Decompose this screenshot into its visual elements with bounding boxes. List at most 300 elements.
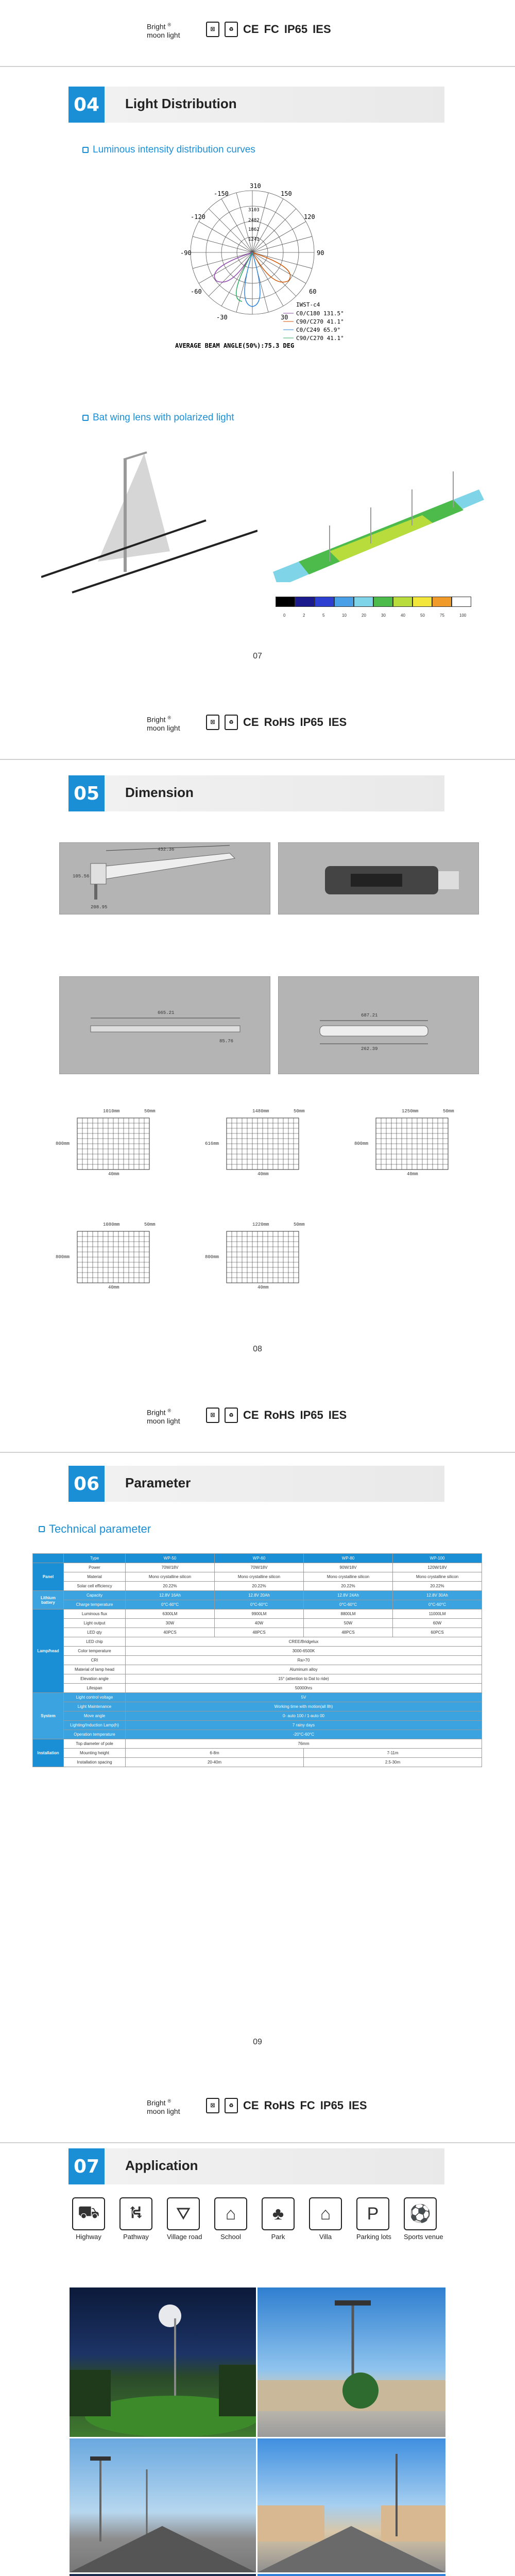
scale-swatch	[315, 597, 334, 607]
dimension-drawing-bottom	[278, 842, 479, 914]
cert-fc: FC	[264, 23, 279, 36]
application-label: Park	[271, 2233, 285, 2241]
sports-venue-icon: ⚽	[404, 2197, 437, 2230]
scale-label: 75	[440, 613, 444, 618]
photo-road-coast	[258, 2574, 445, 2576]
polar-spoke	[221, 199, 252, 252]
application-label: Pathway	[123, 2233, 149, 2241]
table-row	[33, 1656, 482, 1665]
cert-ce: CE	[243, 1409, 259, 1421]
application-item	[404, 2197, 443, 2241]
section-title-07	[68, 2148, 444, 2184]
table-cell: 70W/18V	[215, 1563, 304, 1572]
ring-label: 1241	[248, 237, 260, 242]
table-label-cell: Top diameter of pole	[64, 1739, 126, 1749]
ring-label: 2482	[248, 218, 260, 223]
section-title-06	[68, 1466, 444, 1502]
cert-ies: IES	[349, 2099, 367, 2112]
brand-logo: Bright ® moon light	[147, 1408, 180, 1425]
cert-icon: ☒	[206, 22, 219, 37]
table-header-cell: WP-50	[126, 1554, 215, 1563]
box-dimension-label: 40mm	[108, 1285, 119, 1290]
section-number: 04	[68, 87, 105, 123]
polar-angle-label: 90	[317, 249, 324, 257]
table-cell: 20.22%	[215, 1582, 304, 1591]
table-cell: 9900LM	[215, 1609, 304, 1619]
packing-grid	[67, 1108, 160, 1180]
table-cell: 12.8V 20Ah	[215, 1591, 304, 1600]
polar-angle-label: -120	[191, 213, 205, 221]
table-header-cell: WP-100	[393, 1554, 482, 1563]
box-dimension-label: 40mm	[258, 1285, 269, 1290]
divider	[0, 1452, 515, 1453]
polar-spoke	[252, 236, 312, 252]
box-dimension-label: 1480mm	[252, 1109, 269, 1114]
park-icon: ♣	[262, 2197, 295, 2230]
table-row	[33, 1730, 482, 1739]
scale-label: 30	[381, 613, 386, 618]
table-row	[33, 1693, 482, 1702]
table-cell: 20-40m	[126, 1758, 304, 1767]
polar-spoke	[252, 222, 306, 252]
table-cell: 70W/18V	[126, 1563, 215, 1572]
application-label: Highway	[76, 2233, 101, 2241]
divider	[0, 2142, 515, 2143]
table-label-cell: Mounting height	[64, 1749, 126, 1758]
subtitle-text: Bat wing lens with polarized light	[93, 412, 234, 423]
light-cone-illustration	[41, 443, 258, 598]
cert-rohs: RoHS	[264, 716, 295, 728]
table-label-cell: Elevation angle	[64, 1674, 126, 1684]
dimension-drawing-side	[59, 842, 270, 914]
recycle-icon: ♻	[225, 1408, 238, 1423]
table-cell: Aluminum alloy	[126, 1665, 482, 1674]
scale-label: 0	[283, 613, 286, 618]
application-item	[167, 2197, 200, 2241]
table-cell: 12.8V 24Ah	[304, 1591, 393, 1600]
table-cell: 0°C-60°C	[215, 1600, 304, 1609]
photo-park-night	[70, 2287, 256, 2437]
table-row	[33, 1628, 482, 1637]
scale-swatch	[373, 597, 393, 607]
lamp-code: IWST-c4	[296, 301, 320, 308]
scale-swatch	[276, 597, 295, 607]
table-label-cell: Installation spacing	[64, 1758, 126, 1767]
table-label-cell: Material	[64, 1572, 126, 1582]
cert-icon: ☒	[206, 715, 219, 730]
box-dimension-label: 50mm	[294, 1222, 305, 1227]
parking-icon: P	[356, 2197, 389, 2230]
table-label-cell: Material of lamp head	[64, 1665, 126, 1674]
polar-angle-label: 30	[281, 314, 288, 321]
table-cell: 48PCS	[304, 1628, 393, 1637]
table-label-cell: Move angle	[64, 1711, 126, 1721]
technical-parameter-table	[32, 1553, 482, 1767]
polar-spoke	[199, 222, 252, 252]
table-cell: 20.22%	[393, 1582, 482, 1591]
cert-row	[206, 715, 347, 730]
polar-spoke	[252, 252, 306, 283]
divider	[0, 66, 515, 67]
table-cell: 120W/18V	[393, 1563, 482, 1572]
scale-label: 100	[459, 613, 467, 618]
recycle-icon: ♻	[225, 715, 238, 730]
highway-icon: ⛟	[72, 2197, 105, 2230]
bullet-icon	[82, 147, 89, 153]
table-cell: 0°C-60°C	[126, 1600, 215, 1609]
polar-spoke	[209, 252, 252, 296]
table-label-cell: Lighting/Induction Lamp(h)	[64, 1721, 126, 1730]
table-label-cell: CRI	[64, 1656, 126, 1665]
cert-row	[206, 22, 331, 37]
table-cell: Mono crystalline silicon	[393, 1572, 482, 1582]
cert-ce: CE	[243, 23, 259, 36]
application-item	[356, 2197, 389, 2241]
table-label-cell: Light control voltage	[64, 1693, 126, 1702]
polar-spoke	[252, 252, 296, 296]
photo-road-day	[70, 2438, 256, 2572]
table-category-cell: Panel	[33, 1563, 64, 1591]
square-day-scene	[258, 2287, 445, 2437]
brand-logo: Bright ® moon light	[147, 715, 180, 732]
scale-label: 20	[362, 613, 366, 618]
application-label: Sports venue	[404, 2233, 443, 2241]
table-cell: 90W/18V	[304, 1563, 393, 1572]
cert-rohs: RoHS	[264, 1409, 295, 1421]
section-heading: Dimension	[125, 785, 194, 800]
table-label-cell: Operation temperature	[64, 1730, 126, 1739]
table-cell: 6-8m	[126, 1749, 304, 1758]
subtitle-batwing	[82, 412, 234, 423]
table-label-cell: Light Maintenance	[64, 1702, 126, 1711]
cert-ies: IES	[328, 716, 347, 728]
photo-street-town	[258, 2438, 445, 2572]
photo-road-dusk	[70, 2574, 256, 2576]
table-cell: 30W	[126, 1619, 215, 1628]
box-dimension-label: 616mm	[205, 1141, 219, 1146]
villa-icon: ⌂	[309, 2197, 342, 2230]
table-row	[33, 1609, 482, 1619]
polar-angle-label: -30	[216, 314, 228, 321]
table-label-cell: LED chip	[64, 1637, 126, 1647]
polar-angle-label: 150	[281, 190, 292, 197]
table-label-cell: Power	[64, 1563, 126, 1572]
section-number: 07	[68, 2148, 105, 2184]
scale-swatch	[295, 597, 315, 607]
pathway-icon: ⛕	[119, 2197, 152, 2230]
table-label-cell: LED qty	[64, 1628, 126, 1637]
table-row	[33, 1739, 482, 1749]
application-item	[309, 2197, 342, 2241]
scale-swatch	[334, 597, 354, 607]
cert-rohs: RoHS	[264, 2099, 295, 2112]
application-label: Village road	[167, 2233, 202, 2241]
table-cell: 2.5-30m	[304, 1758, 482, 1767]
table-label-cell: Solar cell efficiency	[64, 1582, 126, 1591]
table-row	[33, 1721, 482, 1730]
box-dimension-label: 800mm	[56, 1141, 70, 1146]
lamp-bottom-sketch	[279, 843, 479, 915]
table-cell: Mono crystalline silicon	[215, 1572, 304, 1582]
table-row	[33, 1684, 482, 1693]
application-label: School	[220, 2233, 241, 2241]
box-dimension-label: 40mm	[407, 1172, 418, 1177]
application-item	[262, 2197, 295, 2241]
subtitle-technical	[39, 1522, 151, 1536]
ring-label: 3103	[248, 208, 260, 213]
section-heading: Light Distribution	[125, 96, 237, 111]
dimension-label: 262.39	[361, 1046, 378, 1052]
dimension-label: 665.21	[158, 1010, 175, 1015]
table-cell: 40PCS	[126, 1628, 215, 1637]
scale-label: 50	[420, 613, 425, 618]
packing-grid	[366, 1108, 458, 1180]
road-dusk-scene	[70, 2574, 256, 2576]
table-cell: Mono crystalline silicon	[304, 1572, 393, 1582]
box-dimension-label: 50mm	[294, 1109, 305, 1114]
table-row	[33, 1749, 482, 1758]
dimension-label: 208.95	[91, 905, 108, 910]
polar-angle-label: 60	[309, 288, 317, 295]
road-day-scene	[70, 2438, 256, 2572]
cert-ce: CE	[243, 2099, 259, 2112]
street-town-scene	[258, 2438, 445, 2572]
packing-box-diagram	[56, 1108, 160, 1180]
box-dimension-label: 50mm	[144, 1222, 156, 1227]
box-dimension-label: 1010mm	[103, 1109, 120, 1114]
table-label-cell: Color temperature	[64, 1647, 126, 1656]
application-label: Villa	[319, 2233, 332, 2241]
table-row	[33, 1758, 482, 1767]
legend-entry: C0/C249 65.9°	[296, 327, 341, 333]
packing-box-diagram	[205, 1221, 309, 1293]
packing-grid	[216, 1108, 309, 1180]
table-header-row	[33, 1554, 482, 1563]
section-title-04	[68, 87, 444, 123]
table-row	[33, 1637, 482, 1647]
cert-ies: IES	[328, 1409, 347, 1421]
box-dimension-label: 800mm	[354, 1141, 369, 1146]
packing-box-diagram	[354, 1108, 458, 1180]
table-cell: Mono crystalline silicon	[126, 1572, 215, 1582]
polar-spoke	[209, 209, 252, 252]
table-cell: 60W	[393, 1619, 482, 1628]
table-cell: 8800LM	[304, 1609, 393, 1619]
table-cell: 0°C-60°C	[393, 1600, 482, 1609]
table-label-cell: Light output	[64, 1619, 126, 1628]
box-dimension-label: 1250mm	[402, 1109, 419, 1114]
table-row	[33, 1711, 482, 1721]
page-number: 09	[253, 2038, 262, 2046]
table-cell: Ra>70	[126, 1656, 482, 1665]
box-dimension-label: 1220mm	[252, 1222, 269, 1227]
polar-angle-label: 120	[304, 213, 315, 221]
lamp-front-sketch	[60, 977, 271, 1075]
village-road-icon: ⛛	[167, 2197, 200, 2230]
subtitle-text: Technical parameter	[49, 1522, 151, 1535]
scale-label: 40	[401, 613, 405, 618]
table-label-cell: Capacity	[64, 1591, 126, 1600]
table-row	[33, 1582, 482, 1591]
cert-ip65: IP65	[284, 23, 308, 36]
application-item	[119, 2197, 152, 2241]
polar-angle-label: -60	[191, 288, 202, 295]
page-header	[0, 2076, 515, 2154]
scale-swatch	[393, 597, 413, 607]
cert-ip65: IP65	[320, 2099, 344, 2112]
park-night-scene	[70, 2287, 256, 2437]
recycle-icon: ♻	[225, 22, 238, 37]
packing-grid	[67, 1221, 160, 1293]
cert-icon: ☒	[206, 1408, 219, 1423]
table-cell: 15° (attention to Dat to ride)	[126, 1674, 482, 1684]
bullet-icon	[82, 415, 89, 421]
table-row	[33, 1619, 482, 1628]
box-dimension-label: 40mm	[258, 1172, 269, 1177]
section-heading: Parameter	[125, 1475, 191, 1490]
table-cell: 5V	[126, 1693, 482, 1702]
polar-top-label: 310	[250, 182, 261, 190]
table-cell: 6300LM	[126, 1609, 215, 1619]
lamp-top-sketch	[279, 977, 479, 1075]
ring-label: 1862	[248, 227, 260, 232]
table-cell: CREE/Bridgelux	[126, 1637, 482, 1647]
packing-box-diagram	[56, 1221, 160, 1293]
scale-swatch	[413, 597, 432, 607]
table-row	[33, 1702, 482, 1711]
table-cell: Working time with motion(all 8h)	[126, 1702, 482, 1711]
box-dimension-label: 40mm	[108, 1172, 119, 1177]
table-row	[33, 1674, 482, 1684]
school-icon: ⌂	[214, 2197, 247, 2230]
table-row	[33, 1665, 482, 1674]
legend-entry: C0/C180 131.5°	[296, 310, 344, 317]
polar-distribution-diagram	[154, 170, 371, 376]
table-cell: 76mm	[126, 1739, 482, 1749]
scale-swatch	[354, 597, 373, 607]
scale-swatch	[452, 597, 471, 607]
divider	[0, 759, 515, 760]
table-cell: 50W	[304, 1619, 393, 1628]
table-cell: -20°C-60°C	[126, 1730, 482, 1739]
table-label-cell: Charge temperature	[64, 1600, 126, 1609]
road-coast-scene	[258, 2574, 445, 2576]
cert-row	[206, 1408, 347, 1423]
box-dimension-label: 800mm	[205, 1255, 219, 1260]
photo-square-day	[258, 2287, 445, 2437]
table-header-cell: WP-60	[215, 1554, 304, 1563]
table-cell: 12.8V 16Ah	[126, 1591, 215, 1600]
scale-label: 5	[322, 613, 325, 618]
page-number: 08	[253, 1345, 262, 1353]
box-dimension-label: 1080mm	[103, 1222, 120, 1227]
section-title-05	[68, 775, 444, 811]
table-cell: 12.8V 30Ah	[393, 1591, 482, 1600]
cert-row	[206, 2098, 367, 2113]
brand-logo: Bright ® moon light	[147, 22, 180, 39]
section-number: 05	[68, 775, 105, 811]
table-label-cell: Lifespan	[64, 1684, 126, 1693]
subtitle-text: Luminous intensity distribution curves	[93, 144, 255, 155]
application-label: Parking lots	[356, 2233, 391, 2241]
scale-label: 2	[303, 613, 305, 618]
dimension-drawing-top	[278, 976, 479, 1074]
beam-angle-footer: AVERAGE BEAM ANGLE(50%):75.3 DEG	[175, 342, 295, 349]
table-cell: 50000hrs	[126, 1684, 482, 1693]
table-category-cell: Lithium battery	[33, 1591, 64, 1609]
application-item	[72, 2197, 105, 2241]
legend-entry: C90/C270 41.1°	[296, 318, 344, 325]
table-row	[33, 1572, 482, 1582]
cert-ies: IES	[313, 23, 331, 36]
table-cell: 20.22%	[126, 1582, 215, 1591]
bullet-icon	[39, 1526, 45, 1532]
cert-ip65: IP65	[300, 1409, 323, 1421]
application-item	[214, 2197, 247, 2241]
section-number: 06	[68, 1466, 105, 1502]
lamp-side-sketch	[60, 843, 271, 915]
brand-logo: Bright ® moon light	[147, 2098, 180, 2115]
page-header	[0, 0, 515, 77]
table-cell: 3000-6500K	[126, 1647, 482, 1656]
cert-ip65: IP65	[300, 716, 323, 728]
page-header	[0, 1386, 515, 1463]
table-cell: 7-11m	[304, 1749, 482, 1758]
table-label-cell: Luminous flux	[64, 1609, 126, 1619]
polar-angle-label: -90	[180, 249, 192, 257]
table-header-cell	[33, 1554, 64, 1563]
table-header-cell: WP-80	[304, 1554, 393, 1563]
table-category-cell: Lamp/head	[33, 1609, 64, 1693]
polar-spoke	[193, 236, 252, 252]
packing-box-diagram	[205, 1108, 309, 1180]
dimension-label: 105.56	[73, 874, 90, 879]
table-cell: 0°C-60°C	[304, 1600, 393, 1609]
dimension-drawing-front	[59, 976, 270, 1074]
cert-fc: FC	[300, 2099, 315, 2112]
section-heading: Application	[125, 2158, 198, 2173]
table-row	[33, 1600, 482, 1609]
box-dimension-label: 800mm	[56, 1255, 70, 1260]
dimension-label: 687.21	[361, 1013, 378, 1018]
table-cell: 0- auto 100 / 1-auto 00	[126, 1711, 482, 1721]
box-dimension-label: 50mm	[144, 1109, 156, 1114]
page-header	[0, 693, 515, 770]
table-cell: 7 rainy days	[126, 1721, 482, 1730]
cert-icon: ☒	[206, 2098, 219, 2113]
table-row	[33, 1563, 482, 1572]
table-category-cell: System	[33, 1693, 64, 1739]
cert-ce: CE	[243, 716, 259, 728]
legend-entry: C90/C270 41.1°	[296, 335, 344, 342]
scale-swatch	[432, 597, 452, 607]
subtitle-luminous	[82, 144, 255, 156]
dimension-label: 432.36	[158, 847, 175, 852]
table-cell: 48PCS	[215, 1628, 304, 1637]
polar-angle-label: -150	[214, 190, 229, 197]
table-cell: 11000LM	[393, 1609, 482, 1619]
table-header-cell: Type	[64, 1554, 126, 1563]
packing-grid	[216, 1221, 309, 1293]
road-illuminance-illustration	[268, 459, 484, 582]
polar-spoke	[252, 199, 283, 252]
table-row	[33, 1647, 482, 1656]
table-cell: 60PCS	[393, 1628, 482, 1637]
scale-label: 10	[342, 613, 347, 618]
dimension-label: 85.76	[219, 1039, 234, 1044]
recycle-icon: ♻	[225, 2098, 238, 2113]
box-dimension-label: 50mm	[443, 1109, 454, 1114]
